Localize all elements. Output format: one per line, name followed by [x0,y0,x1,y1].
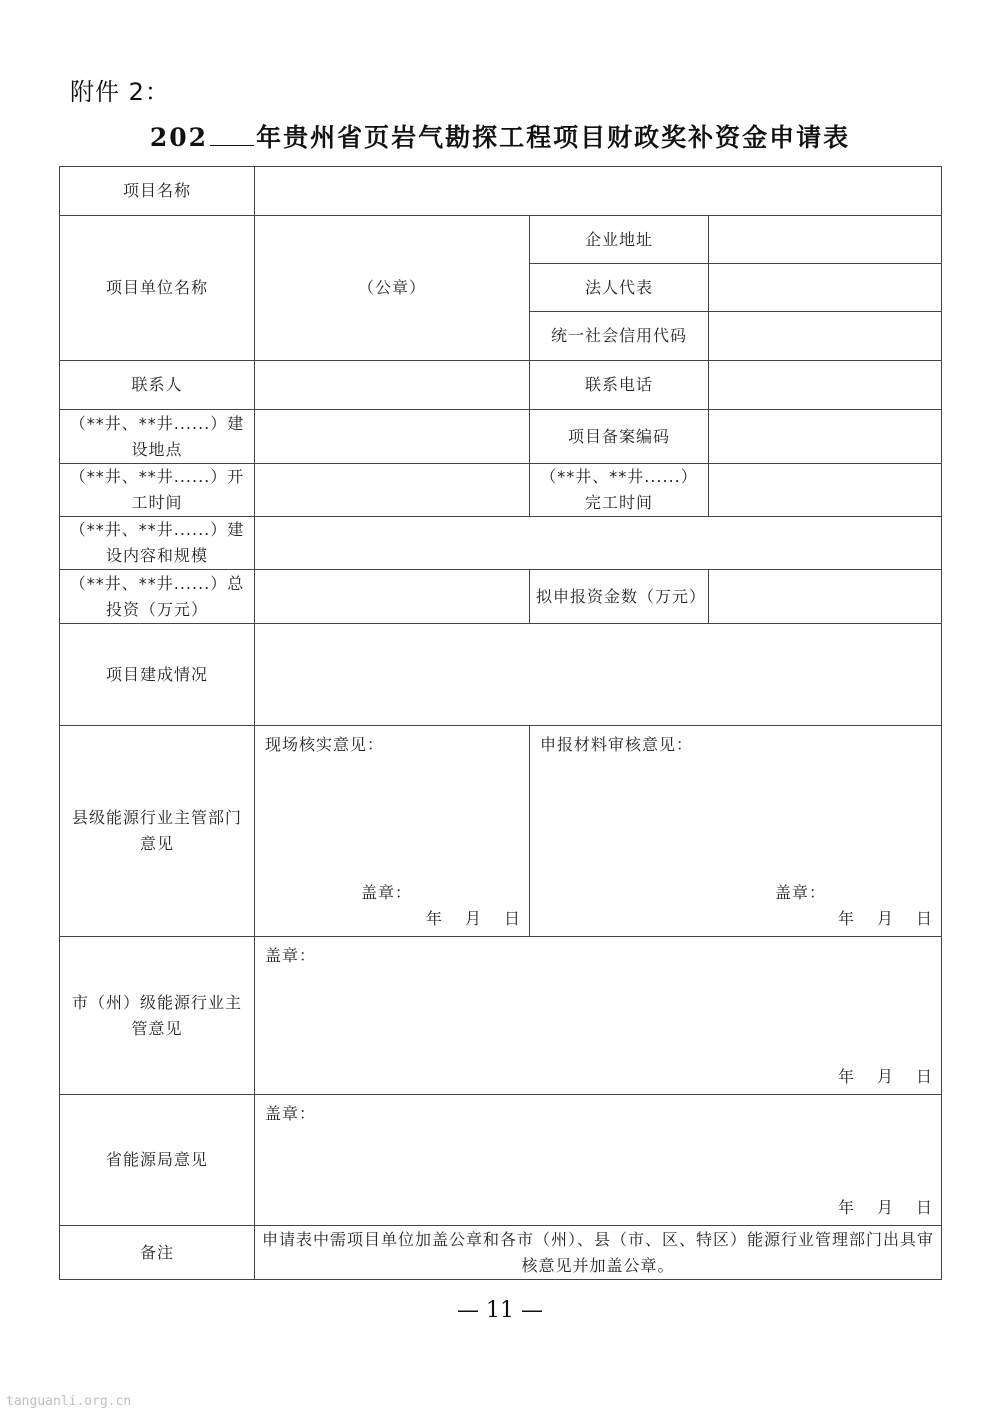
seal-placeholder: （公章） [357,278,426,297]
material-review-label: 申报材料审核意见： [540,735,694,754]
field-record-code[interactable] [709,410,942,464]
field-apply-amount[interactable] [709,570,942,624]
row-location [60,410,942,464]
label-apply-amount: 拟申报资金数（万元） [530,570,709,624]
label-province-opinion: 省能源局意见 [60,1095,255,1226]
form-title [0,118,1000,154]
label-record-code: 项目备案编码 [530,410,709,464]
attachment-label: 附件 2： [70,78,170,106]
label-start-time: （**井、**井......）开工时间 [60,464,255,517]
label-location: （**井、**井......）建设地点 [60,410,255,464]
label-unit-name: 项目单位名称 [60,216,255,361]
field-start-time[interactable] [255,464,530,517]
title-year-blank [210,123,254,146]
row-county-opinion [60,726,942,937]
row-remark [60,1226,942,1280]
field-province-opinion[interactable] [255,1095,942,1226]
county-site-date: 年 月 日 [425,909,521,928]
site-watermark: tanguanli.org.cn [6,1394,132,1409]
row-contact [60,361,942,410]
field-legal-rep[interactable] [709,264,942,312]
field-credit-code[interactable] [709,312,942,361]
label-company-address: 企业地址 [530,216,709,264]
label-investment: （**井、**井......）总投资（万元） [60,570,255,624]
label-contact-phone: 联系电话 [530,361,709,410]
title-year-prefix: 202 [149,123,209,152]
county-material-date: 年 月 日 [837,909,934,928]
field-completion[interactable] [255,624,942,726]
label-scope: （**井、**井......）建设内容和规模 [60,517,255,570]
field-location[interactable] [255,410,530,464]
label-credit-code: 统一社会信用代码 [530,312,709,361]
field-contact[interactable] [255,361,530,410]
field-city-opinion[interactable] [255,937,942,1095]
label-remark: 备注 [60,1226,255,1280]
county-material-stamp: 盖章： [775,883,827,902]
row-unit-address [60,216,942,264]
field-material-review[interactable] [530,726,942,937]
field-contact-phone[interactable] [709,361,942,410]
label-end-time: （**井、**井......）完工时间 [530,464,709,517]
page-number: — 11 — [457,1298,543,1323]
label-project-name: 项目名称 [60,167,255,216]
row-completion [60,624,942,726]
city-date: 年 月 日 [837,1067,934,1086]
county-site-stamp: 盖章： [361,883,413,902]
field-scope[interactable] [255,517,942,570]
application-form-table [59,166,942,1280]
field-project-name[interactable] [255,167,942,216]
row-city-opinion [60,937,942,1095]
field-company-address[interactable] [709,216,942,264]
site-check-label: 现场核实意见： [265,735,385,754]
field-site-check[interactable] [255,726,530,937]
field-unit-name[interactable] [255,216,530,361]
field-investment[interactable] [255,570,530,624]
remark-text: 申请表中需项目单位加盖公章和各市（州）、县（市、区、特区）能源行业管理部门出具审核意见并加盖公章。 [255,1226,942,1280]
city-stamp: 盖章： [265,946,317,965]
row-investment [60,570,942,624]
field-end-time[interactable] [709,464,942,517]
label-county-opinion: 县级能源行业主管部门意见 [60,726,255,937]
label-completion: 项目建成情况 [60,624,255,726]
row-time [60,464,942,517]
row-scope [60,517,942,570]
label-city-opinion: 市（州）级能源行业主管意见 [60,937,255,1095]
label-legal-rep: 法人代表 [530,264,709,312]
title-text: 年贵州省页岩气勘探工程项目财政奖补资金申请表 [256,123,851,152]
province-date: 年 月 日 [837,1198,934,1217]
row-project-name [60,167,942,216]
province-stamp: 盖章： [265,1104,317,1123]
row-province-opinion [60,1095,942,1226]
label-contact: 联系人 [60,361,255,410]
